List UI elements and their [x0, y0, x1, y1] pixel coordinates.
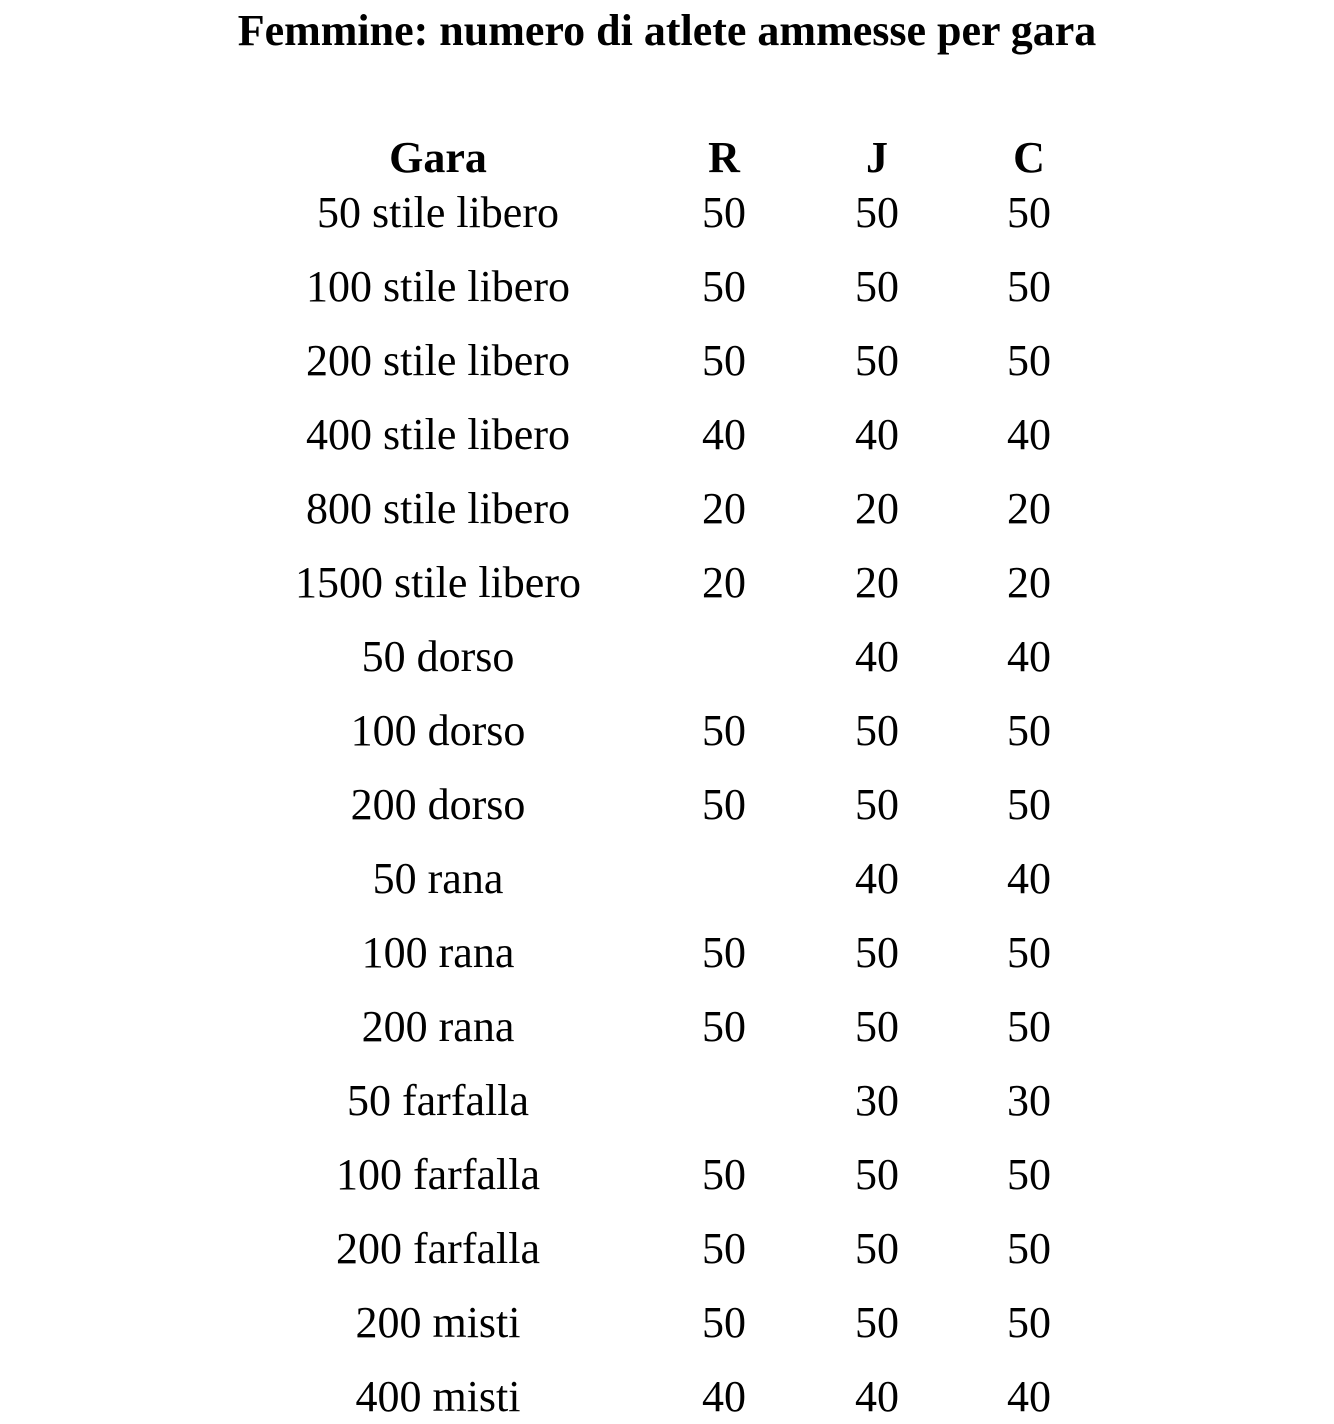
cell-gara: 200 misti — [355, 1298, 521, 1347]
cell-gara: 200 farfalla — [336, 1224, 540, 1273]
cell-gara: 50 rana — [372, 854, 504, 903]
cell-gara: 1500 stile libero — [295, 558, 581, 607]
cell-c: 50 — [1007, 780, 1051, 829]
cell-r: 20 — [702, 558, 746, 607]
cell-j: 30 — [855, 1076, 899, 1125]
cell-c: 50 — [1007, 188, 1051, 237]
cell-gara: 200 dorso — [350, 780, 526, 829]
cell-j: 50 — [855, 1150, 899, 1199]
cell-c: 50 — [1007, 262, 1051, 311]
column-header-r: R — [708, 133, 740, 182]
cell-r: 50 — [702, 1150, 746, 1199]
cell-r: 50 — [702, 1298, 746, 1347]
cell-c: 40 — [1007, 1372, 1051, 1421]
cell-c: 20 — [1007, 484, 1051, 533]
cell-j: 50 — [855, 336, 899, 385]
cell-c: 50 — [1007, 1002, 1051, 1051]
cell-j: 40 — [855, 854, 899, 903]
cell-r: 50 — [702, 262, 746, 311]
cell-r: 50 — [702, 188, 746, 237]
cell-gara: 100 stile libero — [306, 262, 570, 311]
cell-j: 50 — [855, 706, 899, 755]
cell-c: 50 — [1007, 928, 1051, 977]
cell-j: 50 — [855, 928, 899, 977]
cell-c: 20 — [1007, 558, 1051, 607]
cell-j: 50 — [855, 1002, 899, 1051]
cell-gara: 100 rana — [361, 928, 515, 977]
cell-gara: 400 misti — [355, 1372, 521, 1421]
cell-r: 40 — [702, 410, 746, 459]
cell-gara: 100 dorso — [350, 706, 526, 755]
cell-j: 50 — [855, 188, 899, 237]
cell-r: 50 — [702, 336, 746, 385]
cell-j: 40 — [855, 1372, 899, 1421]
cell-r: 50 — [702, 928, 746, 977]
cell-j: 50 — [855, 262, 899, 311]
cell-c: 50 — [1007, 336, 1051, 385]
cell-r: 20 — [702, 484, 746, 533]
column-header-gara: Gara — [389, 133, 487, 182]
cell-r: 50 — [702, 780, 746, 829]
cell-gara: 50 dorso — [361, 632, 515, 681]
cell-c: 40 — [1007, 410, 1051, 459]
cell-c: 50 — [1007, 706, 1051, 755]
column-header-j: J — [866, 133, 888, 182]
page-title: Femmine: numero di atlete ammesse per gara — [237, 6, 1097, 55]
cell-j: 50 — [855, 1224, 899, 1273]
cell-r: 50 — [702, 1002, 746, 1051]
cell-j: 50 — [855, 780, 899, 829]
cell-gara: 200 rana — [361, 1002, 515, 1051]
cell-gara: 100 farfalla — [336, 1150, 540, 1199]
cell-c: 30 — [1007, 1076, 1051, 1125]
column-header-c: C — [1013, 133, 1045, 182]
cell-r: 50 — [702, 1224, 746, 1273]
cell-gara: 50 stile libero — [317, 188, 559, 237]
cell-gara: 50 farfalla — [347, 1076, 529, 1125]
cell-j: 40 — [855, 410, 899, 459]
cell-c: 40 — [1007, 632, 1051, 681]
cell-c: 50 — [1007, 1298, 1051, 1347]
cell-j: 20 — [855, 558, 899, 607]
cell-r: 40 — [702, 1372, 746, 1421]
cell-j: 20 — [855, 484, 899, 533]
cell-gara: 400 stile libero — [306, 410, 570, 459]
cell-j: 50 — [855, 1298, 899, 1347]
cell-c: 50 — [1007, 1224, 1051, 1273]
cell-r: 50 — [702, 706, 746, 755]
cell-c: 50 — [1007, 1150, 1051, 1199]
cell-gara: 800 stile libero — [306, 484, 570, 533]
cell-j: 40 — [855, 632, 899, 681]
cell-c: 40 — [1007, 854, 1051, 903]
cell-gara: 200 stile libero — [306, 336, 570, 385]
